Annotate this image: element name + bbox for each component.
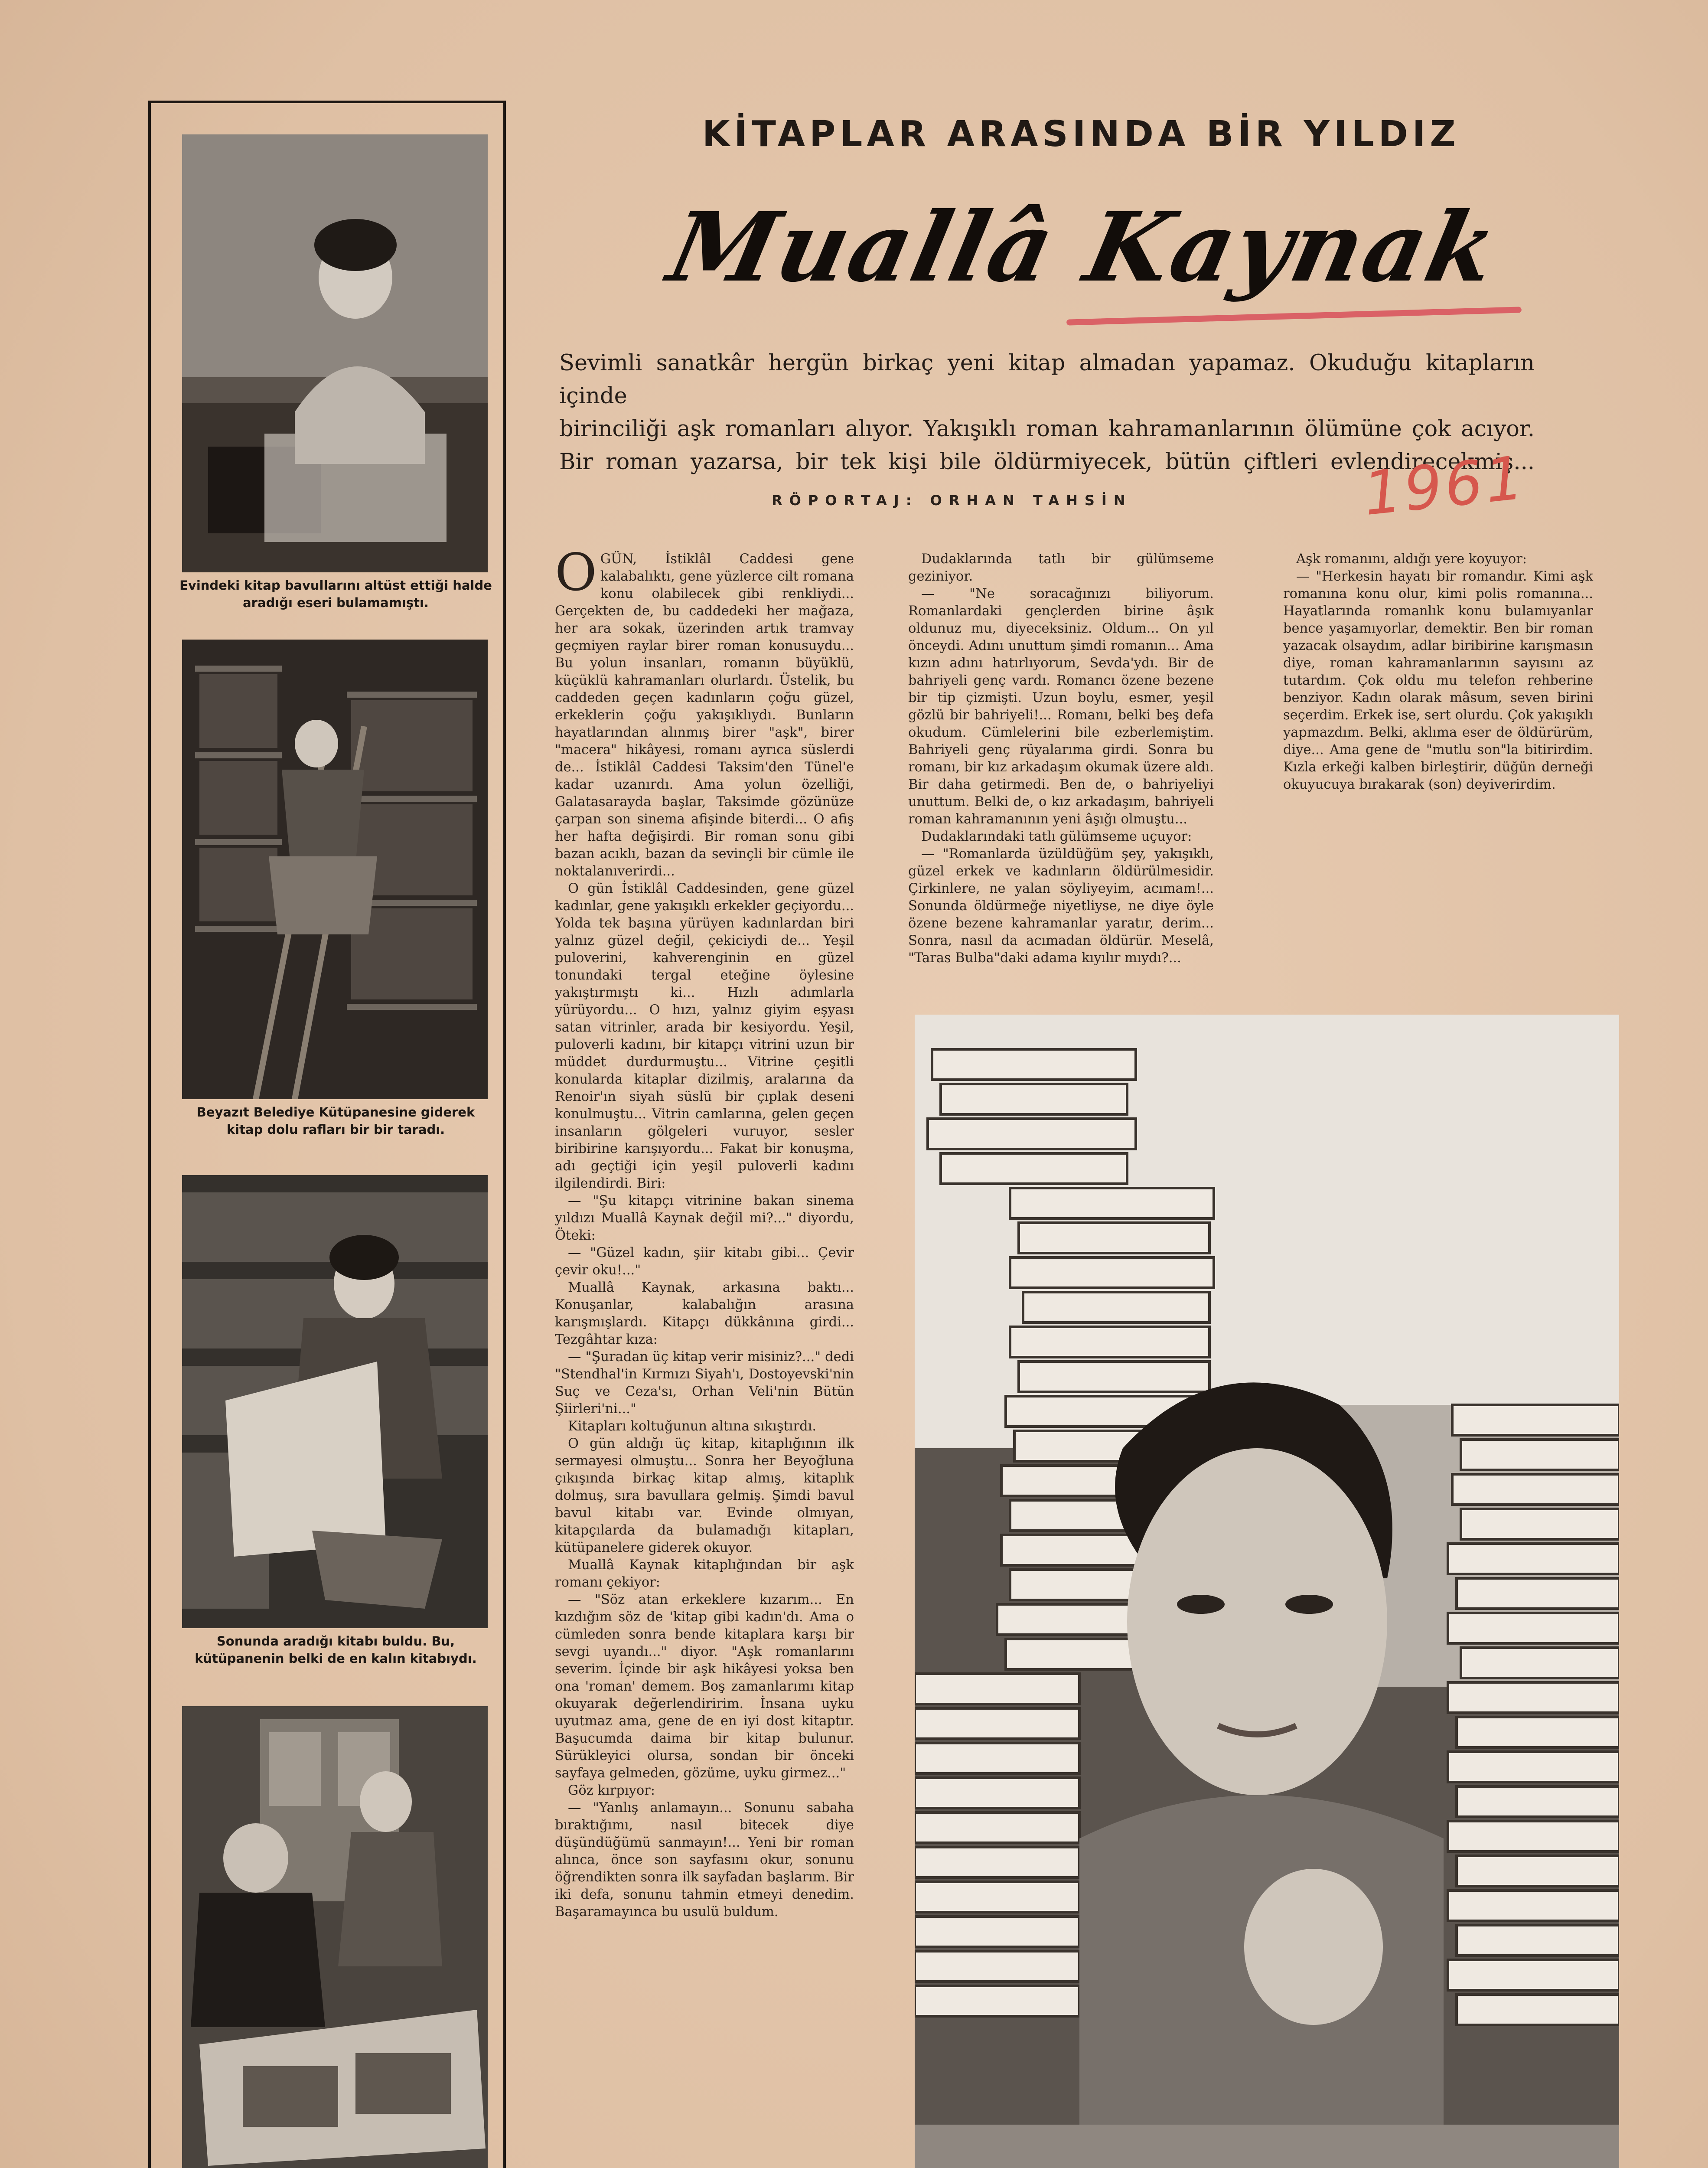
handwritten-year: 1961 [1360,442,1529,529]
paragraph: Dudaklarında tatlı bir gülümseme geziniyor. [908,552,1214,584]
paragraph: — "Güzel kadın, şiir kitabı gibi... Çevir çevir oku!..." [555,1245,854,1278]
paragraph: — "Romanlarda üzüldüğüm şey, yakışıklı, güzel erkek ve kadınların öldürülmesidir. Çirkinlere, ne yalan söyliyeyim, acımam!... Sonunda öldürmeğe niyetliyse, ne diye öyle özene bezene kahramanlar yaratır, derim... Sonra, nasıl da acımadan öldürür. Meselâ, "Taras Bulba"daki adama kıyılır mıydı?... [908,846,1214,966]
paragraph: O gün aldığı üç kitap, kitaplığının ilk sermayesi olmuştu... Sonra her Beyoğluna çıkışında birkaç kitap almış, kitaplık dolmuş, sıra bavullara gelmiş. Şimdi bavul bavul kitabı var. Evinde olmıyan, kitapçılarda da bulamadığı kitapları, kütüpanelere giderek okuyor. [555,1436,854,1555]
article-column-1 [555,542,854,1921]
paragraph: — "Şu kitapçı vitrinine bakan sinema yıldızı Muallâ Kaynak değil mi?..." diyordu, Öteki: [555,1193,854,1243]
lede-line: birinciliği aşk romanları alıyor. Yakışıklı roman kahramanlarının ölümüne çok acıyor. [559,416,1535,442]
photo-reading-thick-book [182,1175,488,1628]
lede-line: Sevimli sanatkâr hergün birkaç yeni kitap almadan yapamaz. Okuduğu kitapların içinde [559,350,1535,409]
name-signature: Muallâ Kaynak [660,191,1508,303]
article-kicker: KİTAPLAR ARASINDA BİR YILDIZ [702,114,1460,155]
paragraph: — "Yanlış anlamayın... Sonunu sabaha bıraktığımı, nasıl bitecek diye düşündüğümü sanmayın!... Yeni bir roman alınca, önce son sayfasını okur, sonunu öğrendikten sonra ilk sayfadan başlarım. Bir iki defa, sonunu tahmin etmeyi denedim. Başaramayınca bu usulü buldum. [555,1800,854,1920]
article-column-2 [908,551,1214,967]
paragraph: — "Ne soracağınızı biliyorum. Romanlardaki gençlerden birine âşık oldunuz mu, diyeceksiniz. Oldum... On yıl önceydi. Adını unuttum şimdi romanın... Ama kızın adını hatırlıyorum, Sevda'ydı. Bir de bahriyeli genç vardı. Romancı özene bezene bir tip çizmişti. Uzun boylu, esmer, yeşil gözlü bir bahriyeli!... Romanı, belki beş defa okudum. Cümlelerini bile ezberlemiştim. Bahriyeli genç rüyalarıma girdi. Sonra bu romanı, bir kız arkadaşım okumak üzere aldı. Bir daha getirmedi. Ben de, o bahriyeliyi unuttum. Belki de, o kız arkadaşım, bahriyeli roman kahramanının yeni âşığı olmuştu... [908,586,1214,827]
paragraph [555,542,854,880]
photo-caption: Sonunda aradığı kitabı buldu. Bu, kütüpanenin belki de en kalın kitabıydı. [195,1634,477,1666]
paragraph: Muallâ Kaynak, arkasına baktı... Konuşanlar, kalabalığın arasına karışmışlardı. Kitapçı dükkânına girdi... Tezgâhtar kıza: [555,1280,854,1347]
paragraph: O gün İstiklâl Caddesinden, gene güzel kadınlar, gene yakışıklı erkekler geçiyordu... Yolda tek başına yürüyen kadınlardan biri yalnız güzel değil, çekiciydi de... Yeşil puloverini, kahverenginin en güzel tonundaki tergal eteğine öylesine yakıştırmıştı ki... Hızlı adımlarla yürüyordu... O hızı, yalnız giyim eşyası satan vitrinler, arada bir kesiyordu. Yeşil, puloverli kadını, bir kitapçı vitrini uzun bir müddet durdurmuştu... Vitrine çeşitli konularda kitaplar dizilmiş, aralarına da Renoir'ın siyah süslü bir çıplak deseni konulmuştu... Vitrin camlarına, gelen geçen insanların gölgeleri vuruyor, sesler biribirine karışıyordu... Fakat bir konuşma, adı geçtiği için yeşil puloverli kadını ilgilendirdi. Biri: [555,881,854,1191]
paragraph: Dudaklarındaki tatlı gülümseme uçuyor: [921,829,1192,844]
lede-line: Bir roman yazarsa, bir tek kişi bile öldürmiyecek, bütün çiftleri evlendirecekmiş... [559,449,1535,475]
paragraph: Göz kırpıyor: [568,1783,655,1798]
drop-cap: O [555,542,597,602]
paragraph: — "Şuradan üç kitap verir misiniz?..." dedi "Stendhal'in Kırmızı Siyah'ı, Dostoyevski'nin Suç ve Ceza'sı, Orhan Veli'nin Bütün Şiirleri'ni..." [555,1349,854,1417]
paragraph: — "Söz atan erkeklere kızarım... En kızdığım söz de 'kitap gibi kadın'dı. Ama o cümleden sonra bende kitaplara karşı bir sevgi uyandı..." diyor. "Aşk romanlarını severim. İçinde bir aşk hikâyesi yoksa ben ona 'roman' demem. Boş zamanlarımı kitap okuyarak değerlendiririm. İnsana uyku uyutmaz ama, gene de en iyi dost kitaptır. Başucumda daima bir kitap bulunur. Sürükleyici olursa, sondan bir önceki sayfaya gelmeden, gözüme, uyku girmez..." [555,1592,854,1781]
photo-suitcase-books [182,134,488,572]
photo-library-director [182,1706,488,2168]
paragraph-text: GÜN, İstiklâl Caddesi gene kalabalıktı, gene yüzlerce cilt romana konu olabilecek gibi renkliydi... Gerçekten de, bu caddedeki her mağaza, her ara sokak, üzerinden artık tramvay geçmiyen raylar birer roman konusuydu... Bu yolun insanları, romanın büyüklü, küçüklü kahramanları olurlardı. Üstelik, bu caddeden geçen kadınların çoğu güzel, erkeklerin çoğu yakışıklıydı. Bunların hayatlarından alınmış birer "aşk", birer "macera" hikâyesi, romanı ayrıca süslerdi de... İstiklâl Caddesi Taksim'den Tünel'e kadar uzanırdı. Ama yolun özelliği, Galatasarayda başlar, Taksimde gözünüze çarpan son sinema afişinde biterdi... O afiş her hafta değişirdi. Bir roman sonu gibi bazan acıklı, bazan da sevinçli bir cümle ile noktalanıverirdi... [555,552,854,879]
byline: RÖPORTAJ: ORHAN TAHSİN [772,492,1132,509]
paragraph: — "Herkesin hayatı bir romandır. Kimi aşk romanına konu olur, kimi polis romanına... Hayatlarında romanlık konu bulamıyanlar bence yaşamıyorlar, demektir. Ben bir roman yazacak olsaydım, adlar biribirine karışmasın diye, roman kahramanlarının sayısını az tutardım. Çok oldu mu telefon rehberine benziyor. Kadın olarak mâsum, seven birini seçerdim. Erkek ise, sert olurdu. Çok yakışıklı yapmazdım. Belki, aklıma eser de öldürürüm, diye... Ama gene de "mutlu son"la bitirirdim. Kızla erkeği kalben birleştirir, düğün derneği okuyucuya bırakarak (son) deyiverirdim. [1283,569,1593,792]
portrait-photo-book-stacks [915,1015,1619,2168]
article-column-3 [1283,551,1593,793]
paragraph: Aşk romanını, aldığı yere koyuyor: [1296,552,1527,567]
paragraph: Kitapları koltuğunun altına sıkıştırdı. [568,1419,817,1434]
photo-caption: Beyazıt Belediye Kütüpanesine giderek kitap dolu rafları bir bir taradı. [196,1105,475,1137]
photo-library-ladder [182,640,488,1099]
paragraph: Muallâ Kaynak kitaplığından bir aşk romanı çekiyor: [555,1557,854,1590]
photo-caption: Evindeki kitap bavullarını altüst ettiği halde aradığı eseri bulamamıştı. [179,578,492,610]
